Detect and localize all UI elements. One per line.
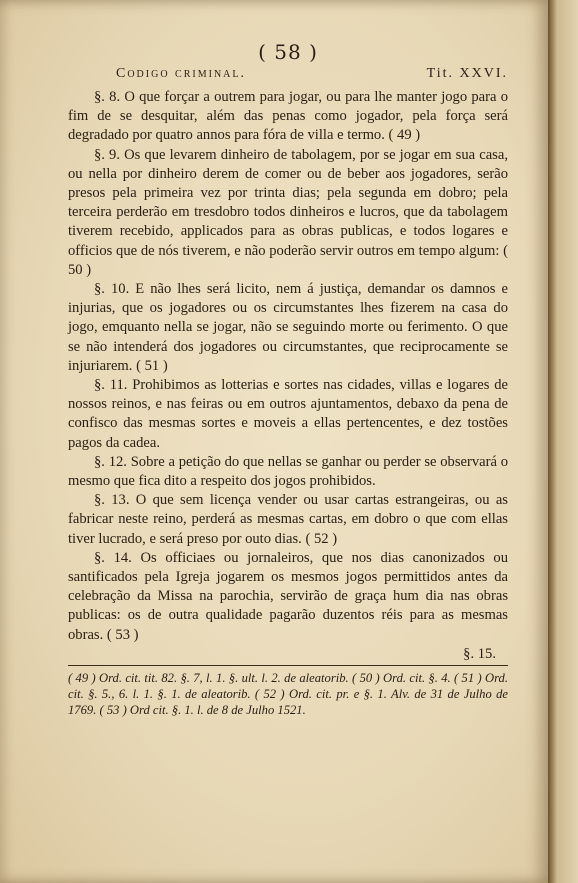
footnotes [68, 670, 508, 718]
running-head-title: Codigo criminal. [116, 66, 246, 81]
paragraph-13: §. 13. O que sem licença vender ou usar cartas estrangeiras, ou as fabricar neste reino, perderá as mesmas cartas, em dobro o que com ellas tiver lucrado, e será preso por outo dias. ( 52 ) [68, 492, 508, 547]
paragraph-8: §. 8. O que forçar a outrem para jogar, ou para lhe manter jogo para o fim de se desquitar, além das penas como jogador, pela força será degradado por quatro annos para fóra de villa e termo. ( 49 ) [68, 89, 508, 144]
running-head [68, 66, 508, 82]
paragraph-12: §. 12. Sobre a petição do que nellas se ganhar ou perder se observará o mesmo que fica dito a respeito dos jogos prohibidos. [68, 453, 508, 490]
catchword: §. 15. [463, 645, 496, 662]
running-head-title-number: Tit. XXVI. [426, 66, 508, 81]
paragraph-10: §. 10. E não lhes será licito, nem á justiça, demandar os damnos e injurias, que os jogadores ou os circumstantes lhes fizerem na casa do jogo, emquanto nella se jogar, não se seguindo morte ou ferimento. O que se não intenderá dos jogadores ou circumstantes, que reciprocamente se injuriarem. ( 51 ) [68, 281, 508, 374]
paragraph-11: §. 11. Prohibimos as lotterias e sortes nas cidades, villas e logares de nossos reinos, e nas feiras ou em outros ajuntamentos, debaxo da pena de confisco das mesmas sortes e moveis a ellas pertencentes, e dez tostões pagos da cadea. [68, 377, 508, 451]
footnote-text: ( 49 ) Ord. cit. tit. 82. §. 7, l. 1. §. ult. l. 2. de aleatorib. ( 50 ) Ord. cit. §. 4. ( 51 ) Ord. cit. §. 5., 6. l. 1. §. 1. de aleatorib. ( 52 ) Ord. cit. pr. e §. 1. Alv. de 31 de Julho de 1769. ( 53 ) Ord cit. §. 1. l. de 8 de Julho 1521. [68, 670, 508, 717]
paragraph-14: §. 14. Os officiaes ou jornaleiros, que nos dias canonizados ou santificados pela Igreja jogarem os mesmos jogos permittidos antes da celebração da Missa na parochia, servirão de graça hum dia nas obras publicas: os de outra qualidade pagarão duzentos réis para as mesmas obras. ( 53 ) [68, 549, 508, 643]
body-text [68, 88, 508, 645]
next-page-edge [548, 0, 578, 883]
footnote-divider [68, 665, 508, 666]
paragraph-9: §. 9. Os que levarem dinheiro de tabolagem, por se jogar em sua casa, ou nella por dinheiro derem de comer ou de beber aos jogadores, serão presos pela primeira vez por trinta dias; pela segunda em dobro; pela terceira perderão em tresdobro todos dinheiros e lucros, que da tabolagem tiverem recebido, applicados para as obras publicas, e todos logares e officios que de nós tiverem, e não poderão servir outros em tempo algum: ( 50 ) [68, 146, 508, 278]
page-number: ( 58 ) [258, 40, 318, 64]
page-content [68, 40, 508, 718]
